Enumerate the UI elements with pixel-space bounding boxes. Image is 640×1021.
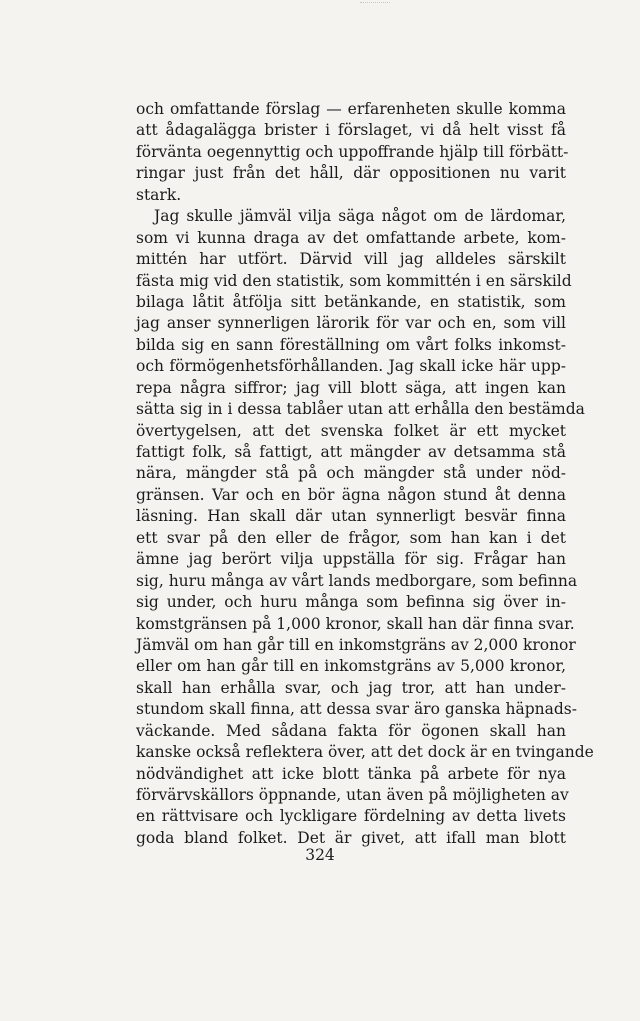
text-line: stark. bbox=[136, 185, 182, 204]
text-line: bilaga låtit åtfölja sitt betänkande, en statistik, som bbox=[136, 292, 566, 311]
text-line: som vi kunna draga av det omfattande arbete, kom- bbox=[136, 228, 566, 247]
text-line-paragraph-start: Jag skulle jämväl vilja säga något om de lärdomar, bbox=[154, 207, 566, 226]
scan-artifact-mark bbox=[360, 2, 390, 5]
text-line: skall han erhålla svar, och jag tror, att han under- bbox=[136, 678, 566, 697]
text-line: en rättvisare och lyckligare fördelning av detta livets bbox=[136, 807, 566, 826]
text-line: väckande. Med sådana fakta för ögonen skall han bbox=[136, 721, 566, 740]
text-line: ämne jag berört vilja uppställa för sig. Frågar han bbox=[136, 550, 566, 569]
body-text bbox=[136, 99, 594, 849]
page-number: 324 bbox=[305, 846, 335, 864]
text-line: eller om han går till en inkomstgräns av 5,000 kronor, bbox=[136, 657, 566, 676]
text-line: bilda sig en sann föreställning om vårt folks inkomst- bbox=[136, 335, 566, 354]
text-line: fattigt folk, så fattigt, att mängder av detsamma stå bbox=[136, 443, 566, 461]
text-line: och omfattande förslag — erfarenheten skulle komma bbox=[136, 100, 566, 118]
text-line: mittén har utfört. Därvid vill jag alldeles särskilt bbox=[136, 250, 566, 269]
text-line: kanske också reflektera över, att det dock är en tvingande bbox=[136, 743, 594, 762]
text-line: Jämväl om han går till en inkomstgräns av 2,000 kronor bbox=[136, 635, 576, 654]
text-line: sig, huru många av vårt lands medborgare, som befinna bbox=[136, 571, 578, 590]
text-line: sig under, och huru många som befinna sig över in- bbox=[136, 593, 566, 612]
text-line: nödvändighet att icke blott tänka på arbete för nya bbox=[136, 764, 566, 783]
text-line: repa några siffror; jag vill blott säga, att ingen kan bbox=[136, 378, 566, 397]
text-line: nära, mängder stå på och mängder stå under nöd- bbox=[136, 464, 566, 483]
text-line: komstgränsen på 1,000 kronor, skall han där finna svar. bbox=[136, 614, 575, 633]
text-line: jag anser synnerligen lärorik för var och en, som vill bbox=[136, 314, 566, 333]
text-line: förvärvskällors öppnande, utan även på möjligheten av bbox=[136, 786, 569, 804]
text-line: läsning. Han skall där utan synnerligt besvär finna bbox=[136, 507, 566, 526]
text-line: sätta sig in i dessa tablåer utan att erhålla den bestämda bbox=[136, 400, 585, 419]
text-line: stundom skall finna, att dessa svar äro ganska häpnads- bbox=[136, 700, 577, 719]
text-line: fästa mig vid den statistik, som kommittén i en särskild bbox=[136, 271, 572, 290]
text-line: goda bland folket. Det är givet, att ifall man blott bbox=[136, 828, 566, 847]
text-line: att ådagalägga brister i förslaget, vi då helt visst få bbox=[136, 121, 566, 140]
text-line: gränsen. Var och en bör ägna någon stund åt denna bbox=[136, 485, 566, 504]
text-line: ringar just från det håll, där oppositionen nu varit bbox=[136, 164, 566, 183]
text-line: övertygelsen, att det svenska folket är ett mycket bbox=[136, 421, 566, 440]
text-line: förvänta oegennyttig och uppoffrande hjälp till förbätt- bbox=[136, 142, 569, 161]
text-line: och förmögenhetsförhållanden. Jag skall icke här upp- bbox=[136, 357, 566, 376]
text-line: ett svar på den eller de frågor, som han kan i det bbox=[136, 528, 566, 547]
